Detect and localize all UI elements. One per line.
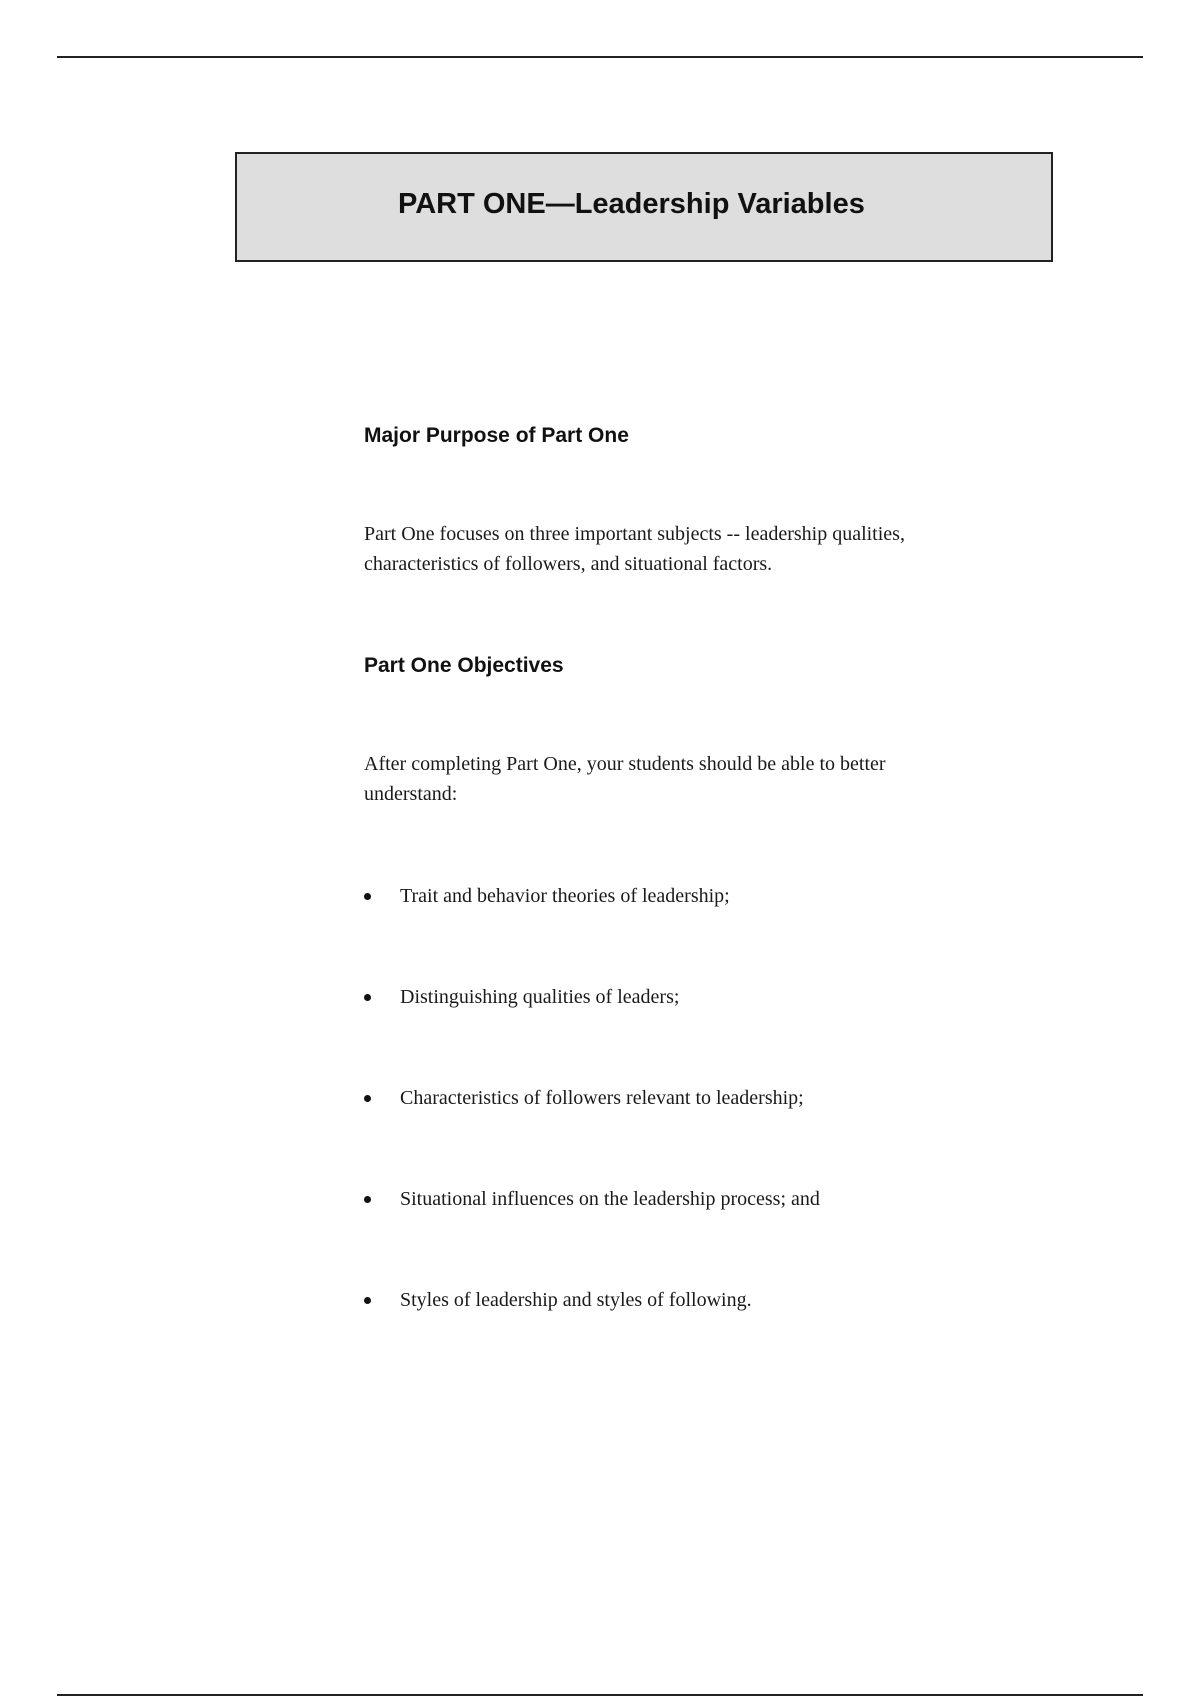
list-item [364,982,984,1083]
bullet-icon [364,1095,371,1102]
page-title: PART ONE—Leadership Variables [398,188,865,220]
list-item [364,1184,984,1285]
objectives-heading: Part One Objectives [364,654,564,677]
bottom-rule [57,1694,1143,1696]
bullet-icon [364,1196,371,1203]
bullet-icon [364,893,371,900]
purpose-heading: Major Purpose of Part One [364,424,629,447]
list-item-text: Characteristics of followers relevant to leadership; [400,1087,804,1109]
list-item-text: Situational influences on the leadership process; and [400,1188,820,1210]
bullet-icon [364,994,371,1001]
purpose-paragraph: Part One focuses on three important subjects -- leadership qualities, characteristics of followers, and situational factors. [364,523,905,575]
list-item [364,1083,984,1184]
list-item-text: Distinguishing qualities of leaders; [400,986,680,1008]
title-box [235,152,1053,262]
bullet-icon [364,1297,371,1304]
list-item-text: Styles of leadership and styles of following. [400,1289,752,1311]
list-item [364,881,984,982]
top-rule [57,56,1143,58]
objectives-list [364,881,984,1386]
objectives-intro: After completing Part One, your students should be able to better understand: [364,753,886,805]
list-item [364,1285,984,1386]
list-item-text: Trait and behavior theories of leadership; [400,885,730,907]
